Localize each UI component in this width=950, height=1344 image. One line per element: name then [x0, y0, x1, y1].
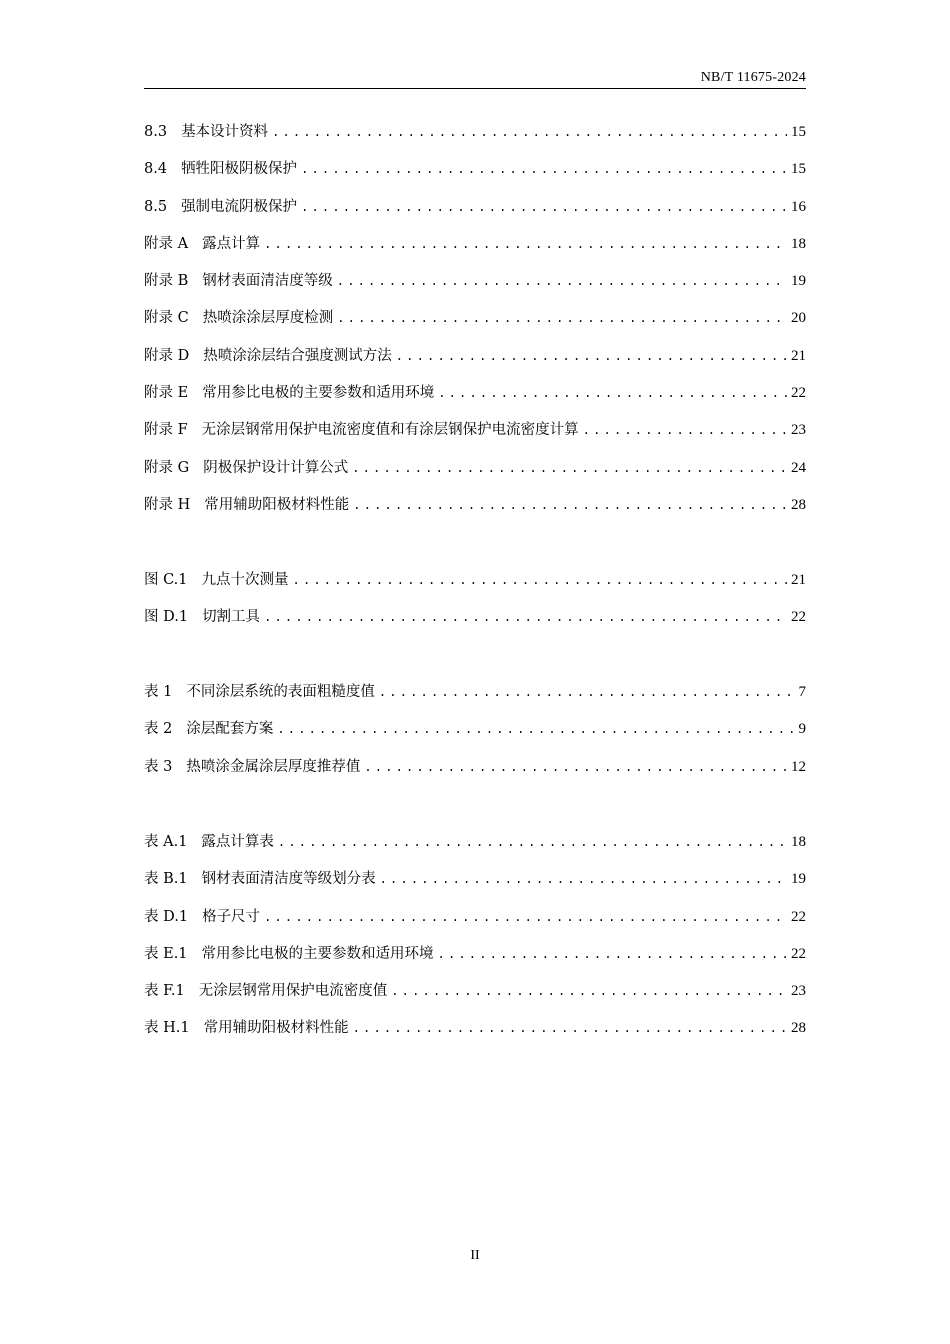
toc-entry-title: 热喷涂涂层结合强度测试方法 [203, 347, 392, 364]
toc-dot-leader [264, 607, 787, 627]
toc-entry[interactable] [144, 159, 806, 196]
toc-entry-number: 表 H.1 [144, 1020, 190, 1037]
toc-entry-title: 阴极保护设计计算公式 [203, 459, 349, 476]
toc-entry-title: 常用辅助阳极材料性能 [204, 496, 350, 513]
toc-entry-number: 附录 B [144, 273, 189, 290]
toc-entry-number: 表 A.1 [144, 834, 188, 850]
toc-entry-page: 15 [791, 161, 806, 178]
toc-entry[interactable] [144, 832, 806, 869]
toc-entry[interactable] [144, 757, 806, 794]
toc-entry-title: 无涂层钢常用保护电流密度值 [198, 983, 388, 1000]
toc-entry-title: 钢材表面清洁度等级划分表 [201, 871, 376, 888]
toc-entry-title: 露点计算表 [201, 834, 274, 850]
toc-entry-title: 热喷涂金属涂层厚度推荐值 [186, 758, 361, 775]
toc-dot-leader [391, 981, 787, 1001]
toc-dot-leader [364, 757, 787, 777]
toc-dot-leader [438, 383, 787, 403]
toc-entry-number: 8.5 [144, 198, 168, 215]
toc-dot-leader [583, 420, 787, 440]
toc-entry[interactable] [144, 607, 806, 644]
toc-entry[interactable] [144, 570, 806, 607]
toc-entry-page: 21 [791, 347, 806, 364]
toc-entry-page: 28 [791, 1020, 806, 1037]
toc-dot-leader [264, 234, 787, 254]
toc-dot-leader [277, 719, 794, 739]
toc-entry-number: 图 D.1 [144, 609, 189, 626]
toc-entry[interactable] [144, 383, 806, 420]
toc-entry-title: 热喷涂涂层厚度检测 [202, 310, 334, 327]
toc-dot-leader [353, 1018, 787, 1038]
toc-entry-number: 表 D.1 [144, 908, 189, 925]
toc-entry-title: 基本设计资料 [181, 124, 269, 140]
toc-dot-leader [352, 458, 787, 478]
toc-dot-leader [396, 346, 787, 366]
toc-entry-title: 强制电流阴极保护 [181, 198, 298, 215]
toc-entry[interactable] [144, 197, 806, 234]
toc-entry-title: 九点十次测量 [201, 572, 289, 588]
toc-appendix-tables-section [144, 832, 806, 1056]
toc-entry-page: 23 [791, 983, 806, 1000]
toc-entry[interactable] [144, 122, 806, 159]
toc-entry-page: 15 [791, 124, 806, 140]
document-code: NB/T 11675-2024 [700, 70, 806, 85]
header-rule [144, 88, 806, 89]
toc-dot-leader [380, 869, 787, 889]
toc-entry[interactable] [144, 1018, 806, 1055]
toc-entry-page: 28 [791, 496, 806, 513]
toc-entry-number: 表 E.1 [144, 945, 188, 962]
toc-entry-page: 24 [791, 459, 806, 476]
toc-entry-title: 无涂层钢常用保护电流密度值和有涂层钢保护电流密度计算 [201, 422, 579, 439]
toc-dot-leader [278, 832, 787, 852]
toc-dot-leader [272, 122, 787, 142]
toc-entry-number: 附录 E [144, 385, 189, 402]
toc-dot-leader [264, 907, 787, 927]
toc-entry-number: 附录 F [144, 422, 188, 439]
toc-entry-number: 附录 A [144, 235, 189, 252]
toc-entry-number: 附录 C [144, 310, 189, 327]
toc-entry-page: 20 [791, 310, 806, 327]
toc-entry[interactable] [144, 234, 806, 271]
toc-entry-title: 牺牲阳极阴极保护 [181, 161, 298, 178]
toc-tables-section [144, 682, 806, 794]
toc-entry-page: 22 [791, 609, 806, 626]
toc-entry[interactable] [144, 346, 806, 383]
toc-main-section [144, 122, 806, 532]
toc-entry-page: 19 [791, 273, 806, 290]
toc-entry[interactable] [144, 271, 806, 308]
toc-entry-page: 22 [791, 385, 806, 402]
toc-entry[interactable] [144, 981, 806, 1018]
toc-entry-title: 不同涂层系统的表面粗糙度值 [186, 684, 375, 700]
toc-entry-page: 7 [798, 684, 806, 700]
toc-entry[interactable] [144, 308, 806, 345]
toc-entry-number: 图 C.1 [144, 572, 188, 588]
toc-entry-title: 切割工具 [202, 609, 261, 626]
toc-entry-number: 附录 G [144, 459, 190, 476]
toc-entry[interactable] [144, 420, 806, 457]
toc-entry-title: 钢材表面清洁度等级 [202, 273, 333, 290]
toc-entry[interactable] [144, 495, 806, 532]
toc-entry[interactable] [144, 907, 806, 944]
toc-entry[interactable] [144, 944, 806, 981]
toc-figures-section [144, 570, 806, 645]
toc-entry-page: 22 [791, 908, 806, 925]
toc-entry-page: 16 [791, 198, 806, 215]
toc-entry-title: 格子尺寸 [202, 908, 261, 925]
toc-entry-title: 涂层配套方案 [186, 721, 274, 738]
toc-entry-number: 附录 H [144, 496, 191, 513]
toc-entry[interactable] [144, 458, 806, 495]
toc-dot-leader [337, 271, 787, 291]
toc-entry-page: 22 [791, 945, 806, 962]
toc-entry-title: 常用参比电极的主要参数和适用环境 [202, 385, 435, 402]
toc-entry-number: 8.3 [144, 124, 168, 140]
toc-entry-number: 表 2 [144, 721, 173, 738]
toc-entry-page: 12 [791, 758, 806, 775]
toc-dot-leader [337, 308, 787, 328]
page-number: II [470, 1248, 480, 1263]
toc-entry-title: 常用辅助阳极材料性能 [203, 1020, 349, 1037]
toc-entry-number: 附录 D [144, 347, 190, 364]
toc-entry[interactable] [144, 719, 806, 756]
toc-dot-leader [438, 944, 787, 964]
toc-entry-number: 表 1 [144, 684, 173, 700]
toc-entry-title: 露点计算 [202, 235, 261, 252]
toc-entry-page: 18 [791, 834, 806, 850]
toc-entry-page: 9 [798, 721, 806, 738]
toc-dot-leader [293, 570, 787, 590]
toc-entry-page: 19 [791, 871, 806, 888]
toc-entry-title: 常用参比电极的主要参数和适用环境 [201, 945, 434, 962]
toc-entry-number: 8.4 [144, 161, 168, 178]
toc-entry-number: 表 3 [144, 758, 173, 775]
toc-entry[interactable] [144, 869, 806, 906]
toc-entry-page: 21 [791, 572, 806, 588]
toc-entry-number: 表 F.1 [144, 983, 185, 1000]
toc-dot-leader [301, 197, 787, 217]
toc-entry-number: 表 B.1 [144, 871, 188, 888]
toc-dot-leader [379, 682, 795, 702]
toc-entry[interactable] [144, 682, 806, 719]
toc-dot-leader [353, 495, 787, 515]
toc-entry-page: 18 [791, 235, 806, 252]
toc-entry-page: 23 [791, 422, 806, 439]
toc-dot-leader [301, 159, 787, 179]
